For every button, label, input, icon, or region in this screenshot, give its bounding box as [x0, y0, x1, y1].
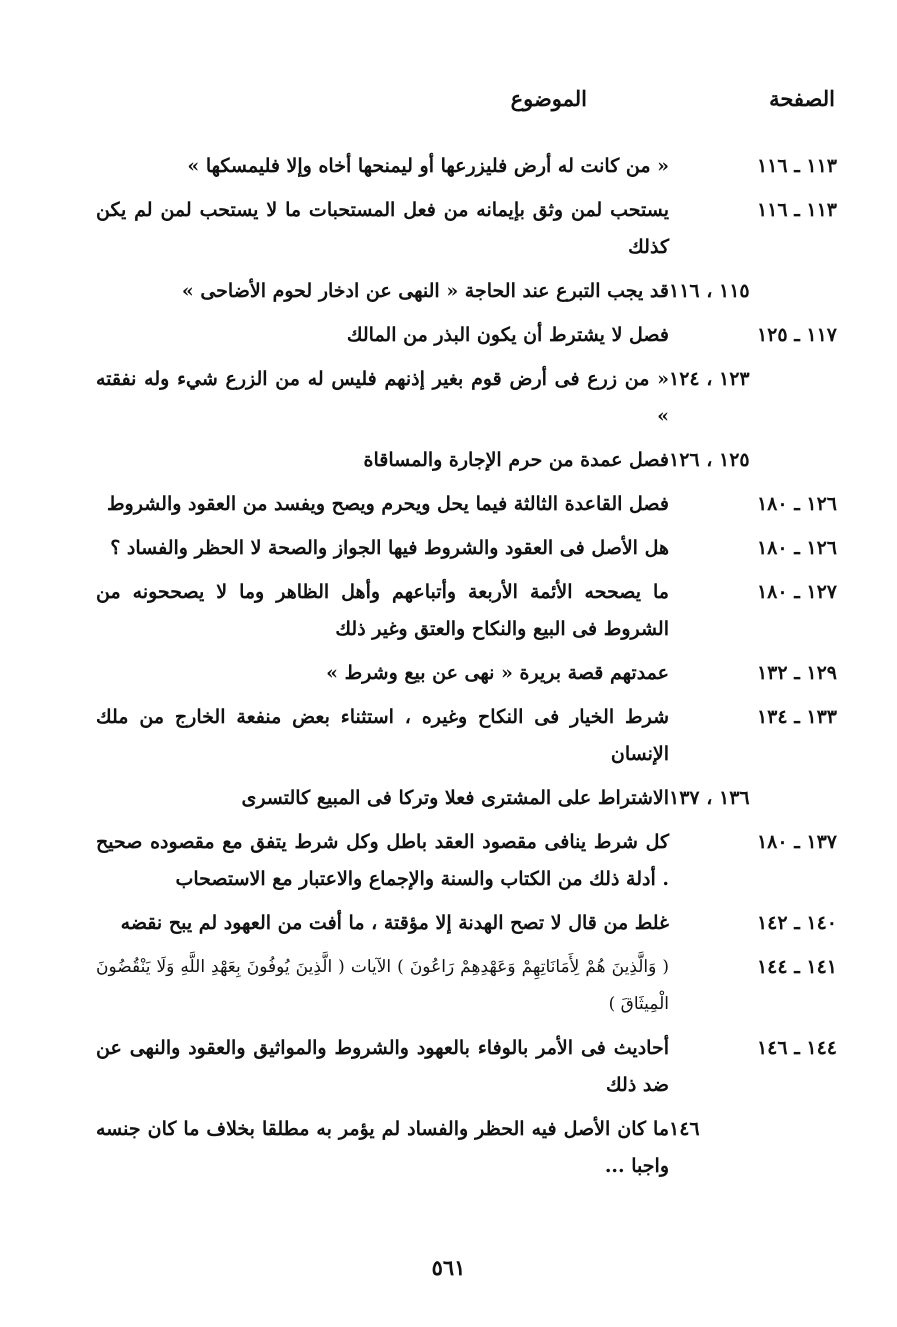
toc-entry: [96, 949, 837, 1023]
toc-entry: [96, 655, 837, 692]
topic-column-header: الموضوع: [510, 86, 587, 111]
entry-topic: قد يجب التبرع عند الحاجة « النهى عن ادخار لحوم الأضاحى »: [181, 280, 669, 302]
entry-topic: غلط من قال لا تصح الهدنة إلا مؤقتة ، ما أفت من العهود لم يبح نقضه: [120, 912, 669, 934]
entry-topic: فصل لا يشترط أن يكون البذر من المالك: [346, 324, 669, 346]
toc-entry: [96, 361, 837, 435]
page-number: ٥٦١: [431, 1255, 466, 1280]
table-of-contents: [96, 148, 837, 1192]
toc-entry: [96, 317, 837, 354]
toc-entry: [96, 1111, 837, 1185]
entry-page-range: ١٢٧ ـ ١٨٠: [756, 581, 837, 603]
toc-entry: [96, 780, 837, 817]
toc-entry: [96, 824, 837, 898]
entry-topic: ما كان الأصل فيه الحظر والفساد لم يؤمر به مطلقا بخلاف ما كان جنسه واجبا ...: [96, 1118, 669, 1177]
entry-topic: ما يصححه الأئمة الأربعة وأتباعهم وأهل الظاهر وما لا يصححونه من الشروط فى البيع والنكاح والعتق وغير ذلك: [96, 581, 669, 640]
entry-page-range: ١٤٤ ـ ١٤٦: [756, 1037, 837, 1059]
entry-page-range: ١١٣ ـ ١١٦: [756, 155, 837, 177]
entry-page-range: ١٢٦ ـ ١٨٠: [756, 537, 837, 559]
entry-page-range: ١٣٦ ، ١٣٧: [669, 787, 750, 809]
toc-entry: [96, 192, 837, 266]
entry-page-range: ١٢٣ ، ١٢٤: [669, 368, 750, 390]
toc-entry: [96, 530, 837, 567]
entry-page-range: ١٣٣ ـ ١٣٤: [756, 706, 837, 728]
toc-entry: [96, 1030, 837, 1104]
entry-topic: يستحب لمن وثق بإيمانه من فعل المستحبات ما لا يستحب لمن لم يكن كذلك: [96, 199, 669, 258]
entry-topic: هل الأصل فى العقود والشروط فيها الجواز والصحة لا الحظر والفساد ؟: [110, 537, 669, 559]
entry-topic: فصل عمدة من حرم الإجارة والمساقاة: [363, 449, 669, 471]
entry-topic: فصل القاعدة الثالثة فيما يحل ويحرم ويصح ويفسد من العقود والشروط: [106, 493, 669, 515]
entry-page-range: ١٢٥ ، ١٢٦: [669, 449, 750, 471]
entry-topic: كل شرط ينافى مقصود العقد باطل وكل شرط يتفق مع مقصوده صحيح . أدلة ذلك من الكتاب والسنة والإجماع والاعتبار مع الاستصحاب: [96, 831, 670, 890]
toc-entry: [96, 574, 837, 648]
entry-page-range: ١١٥ ، ١١٦: [669, 280, 750, 302]
entry-page-range: ١٤٦: [669, 1118, 700, 1140]
toc-entry: [96, 442, 837, 479]
page-column-header: الصفحة: [769, 86, 835, 111]
entry-page-range: ١١٣ ـ ١١٦: [756, 199, 837, 221]
toc-entry: [96, 148, 837, 185]
entry-page-range: ١٤١ ـ ١٤٤: [756, 956, 837, 978]
entry-page-range: ١٢٦ ـ ١٨٠: [756, 493, 837, 515]
entry-topic: « من زرع فى أرض قوم بغير إذنهم فليس له من الزرع شيء وله نفقته »: [96, 368, 669, 427]
entry-page-range: ١٣٧ ـ ١٨٠: [756, 831, 837, 853]
entry-page-range: ١١٧ ـ ١٢٥: [756, 324, 837, 346]
entry-topic-quran: ( وَالَّذِينَ هُمْ لِأَمَانَاتِهِمْ وَعَهْدِهِمْ رَاعُونَ ) الآيات ( الَّذِينَ يُوفُونَ بِعَهْدِ اللَّهِ وَلَا يَنْقُضُونَ الْمِيثَاقَ ): [96, 957, 669, 1014]
toc-entry: [96, 486, 837, 523]
entry-page-range: ١٢٩ ـ ١٣٢: [756, 662, 837, 684]
entry-topic: عمدتهم قصة بريرة « نهى عن بيع وشرط »: [326, 662, 669, 684]
entry-topic: شرط الخيار فى النكاح وغيره ، استثناء بعض منفعة الخارج من ملك الإنسان: [96, 706, 669, 765]
entry-topic: الاشتراط على المشترى فعلا وتركا فى المبيع كالتسرى: [241, 787, 669, 809]
toc-entry: [96, 905, 837, 942]
toc-entry: [96, 699, 837, 773]
entry-page-range: ١٤٠ ـ ١٤٢: [756, 912, 837, 934]
toc-entry: [96, 273, 837, 310]
entry-topic: أحاديث فى الأمر بالوفاء بالعهود والشروط والمواثيق والعقود والنهى عن ضد ذلك: [96, 1037, 669, 1096]
entry-topic: « من كانت له أرض فليزرعها أو ليمنحها أخاه وإلا فليمسكها »: [187, 155, 669, 177]
